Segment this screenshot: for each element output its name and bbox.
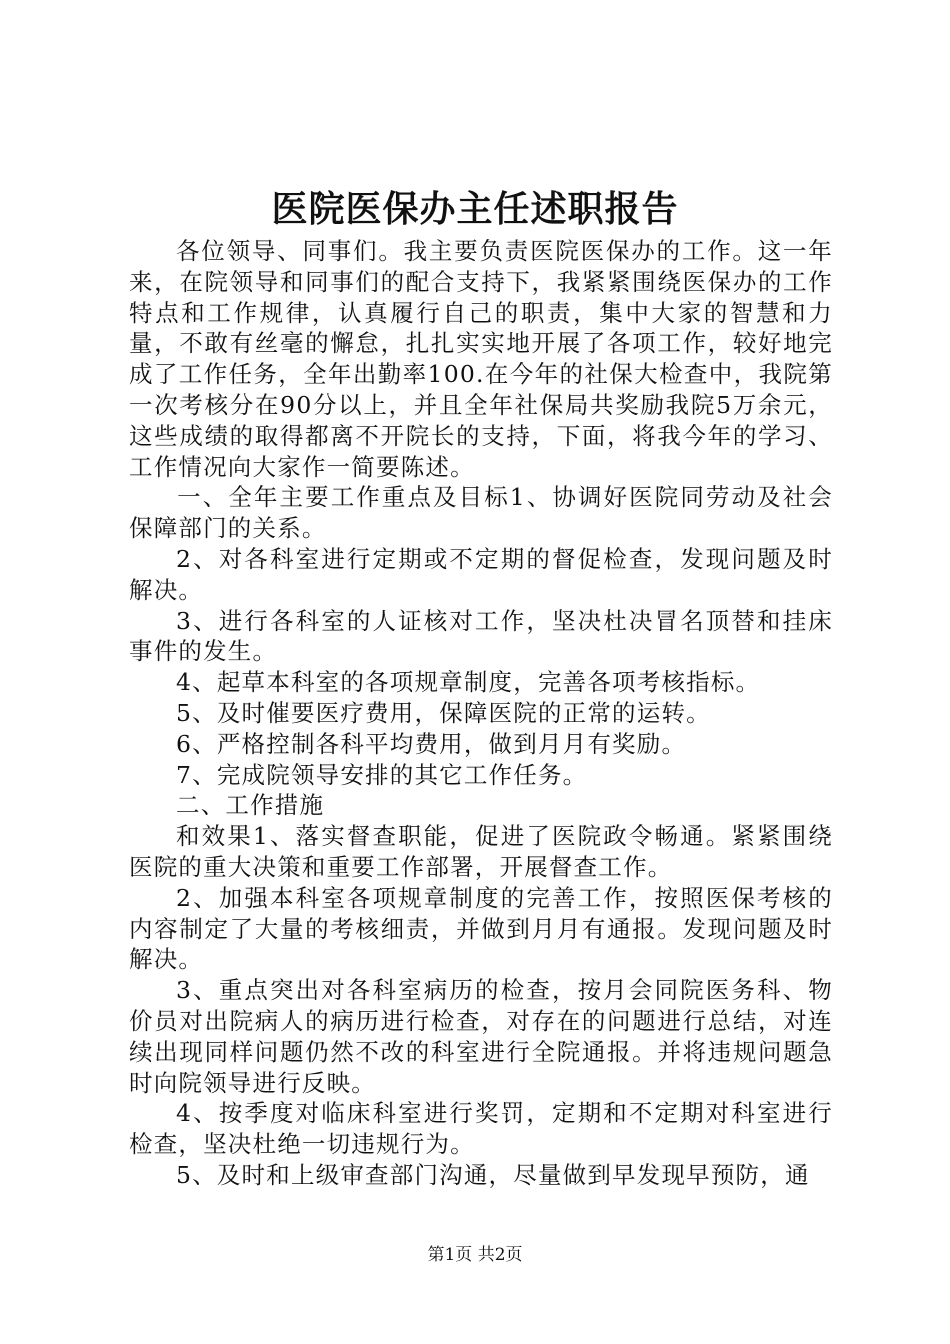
paragraph-intro: 各位领导、同事们。我主要负责医院医保办的工作。这一年来，在院领导和同事们的配合支持下，我紧紧围绕医保办的工作特点和工作规律，认真履行自己的职责，集中大家的智慧和力量，不敢有丝毫的懈怠，扎扎实实地开展了各项工作，较好地完成了工作任务，全年出勤率100.在今年的社保大检查中，我院第一次考核分在90分以上，并且全年社保局共奖励我院5万余元，这些成绩的取得都离不开院长的支持，下面，将我今年的学习、工作情况向大家作一简要陈述。 [129,237,833,481]
paragraph-item-3: 3、进行各科室的人证核对工作，坚决杜决冒名顶替和挂床事件的发生。 [129,606,833,666]
paragraph-item-6: 6、严格控制各科平均费用，做到月月有奖励。 [176,729,687,758]
paragraph-item-2: 2、对各科室进行定期或不定期的督促检查，发现问题及时解决。 [129,544,833,604]
document-body [129,236,833,1191]
paragraph-measure-5: 5、及时和上级审查部门沟通，尽量做到早发现早预防，通 [176,1160,810,1189]
paragraph-measure-3: 3、重点突出对各科室病历的检查，按月会同院医务科、物价员对出院病人的病历进行检查，对存在的问题进行总结，对连续出现同样问题仍然不改的科室进行全院通报。并将违规问题急时向院领导进行反映。 [129,976,833,1097]
paragraph-measure-4: 4、按季度对临床科室进行奖罚，定期和不定期对科室进行检查，坚决杜绝一切违规行为。 [129,1099,833,1159]
paragraph-item-4: 4、起草本科室的各项规章制度，完善各项考核指标。 [176,668,761,697]
paragraph-item-5: 5、及时催要医疗费用，保障医院的正常的运转。 [176,698,711,727]
paragraph-section-1-heading: 一、全年主要工作重点及目标1、协调好医院同劳动及社会保障部门的关系。 [129,483,833,543]
paragraph-item-7: 7、完成院领导安排的其它工作任务。 [176,760,588,789]
paragraph-measure-2: 2、加强本科室各项规章制度的完善工作，按照医保考核的内容制定了大量的考核细责，并做到月月有通报。发现问题及时解决。 [129,883,833,974]
paragraph-measure-1: 和效果1、落实督查职能，促进了医院政令畅通。紧紧围绕医院的重大决策和重要工作部署，开展督查工作。 [129,822,833,881]
paragraph-section-2-heading: 二、工作措施 [176,791,325,820]
document-title: 医院医保办主任述职报告 [271,188,679,230]
page-footer: 第1页 共2页 [427,1245,523,1265]
